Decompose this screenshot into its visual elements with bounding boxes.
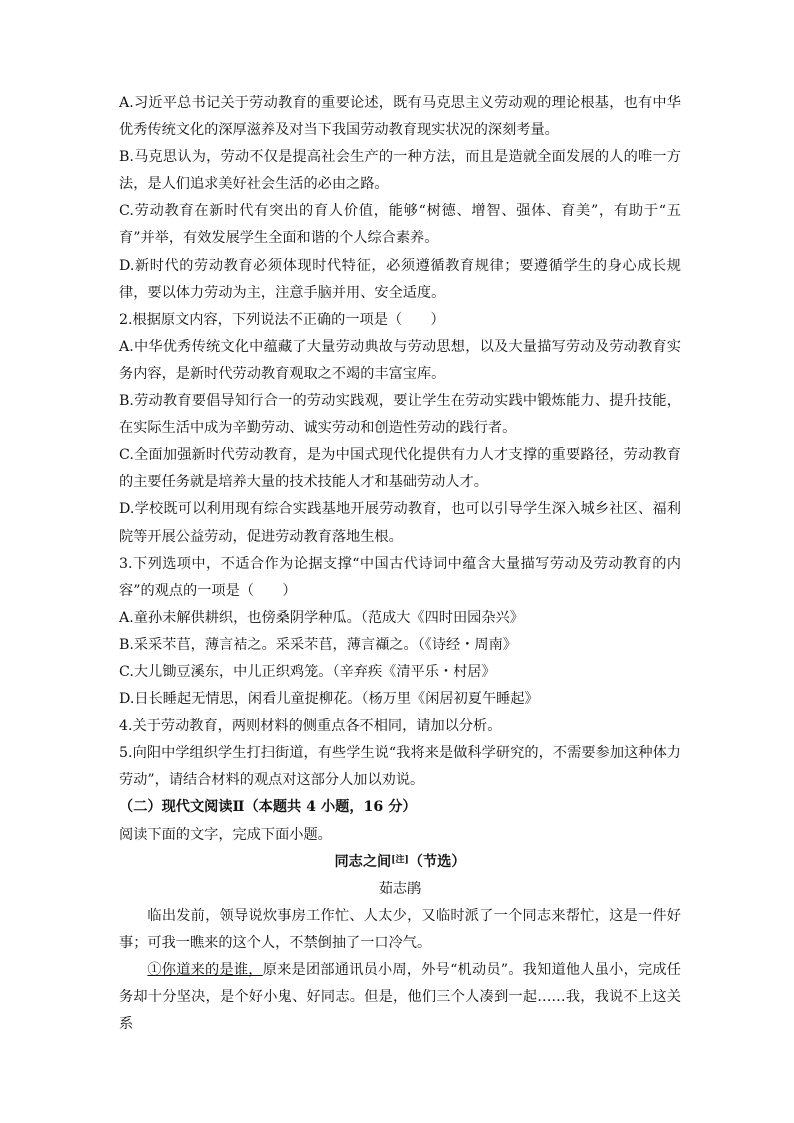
story-subtitle: （节选） [408, 853, 466, 870]
question-3: 3.下列选项中，不适合作为论据支撑“中国古代诗词中蕴含大量描写劳动及劳动教育的内容”的观点的一项是（ ） [119, 555, 681, 599]
q1-option-a: A.习近平总书记关于劳动教育的重要论述，既有马克思主义劳动观的理论根基，也有中华优秀传统文化的深厚滋养及对当下我国劳动教育现实状况的深刻考量。 [119, 95, 681, 139]
story-note-marker: [注] [391, 854, 409, 865]
story-title-line [119, 849, 681, 876]
q2-option-c: C.全面加强新时代劳动教育，是为中国式现代化提供有力人才支撑的重要路径，劳动教育的主要任务就是培养大量的技术技能人才和基础劳动人才。 [119, 447, 681, 491]
reading-instruction: 阅读下面的文字，完成下面小题。 [119, 826, 332, 843]
story-title: 同志之间 [334, 853, 392, 870]
paragraph-2-text: 原来是团部通讯员小周，外号“机动员”。我知道他人虽小，完成任务却十分坚决，是个好小鬼、好同志。但是，他们三个人凑到一起……我，我说不上这关系 [119, 962, 681, 1033]
story-paragraph-1: 临出发前，领导说炊事房工作忙、人太少，又临时派了一个同志来帮忙，这是一件好事；可我一瞧来的这个人，不禁倒抽了一口冷气。 [119, 907, 681, 951]
underlined-sentence: ①你道来的是谁， [147, 962, 263, 978]
q1-option-d: D.新时代的劳动教育必须体现时代特征，必须遵循教育规律；要遵循学生的身心成长规律，要以体力劳动为主，注意手脑并用、安全适度。 [119, 257, 681, 301]
q2-option-a: A.中华优秀传统文化中蕴藏了大量劳动典故与劳动思想，以及大量描写劳动及劳动教育实务内容，是新时代劳动教育观取之不竭的丰富宝库。 [119, 338, 681, 382]
q3-option-a: A.童孙未解供耕织，也傍桑阴学种瓜。（范成大《四时田园杂兴》 [119, 609, 524, 626]
q1-option-b: B.马克思认为，劳动不仅是提高社会生产的一种方法，而且是造就全面发展的人的唯一方法，是人们追求美好社会生活的必由之路。 [119, 149, 681, 193]
q2-option-b: B.劳动教育要倡导知行合一的劳动实践观，要让学生在劳动实践中锻炼能力、提升技能，在实际生活中成为辛勤劳动、诚实劳动和创造性劳动的践行者。 [119, 393, 681, 437]
q3-option-c: C.大儿锄豆溪东，中儿正织鸡笼。（辛弃疾《清平乐・村居》 [119, 663, 496, 680]
q2-option-d: D.学校既可以利用现有综合实践基地开展劳动教育，也可以引导学生深入城乡社区、福利院等开展公益劳动，促进劳动教育落地生根。 [119, 501, 681, 545]
story-author: 茹志鹃 [378, 880, 422, 897]
document-body [119, 90, 681, 1038]
question-5: 5.向阳中学组织学生打扫街道，有些学生说“我将来是做科学研究的，不需要参加这种体力劳动”，请结合材料的观点对这部分人加以劝说。 [119, 745, 681, 789]
q1-option-c: C.劳动教育在新时代有突出的育人价值，能够“树德、增智、强体、育美”，有助于“五育”并举，有效发展学生全面和谐的个人综合素养。 [119, 203, 681, 247]
q3-option-b: B.采采芣苢，薄言袺之。采采芣苢，薄言襭之。（《诗经・周南》 [119, 636, 517, 653]
question-2: 2.根据原文内容，下列说法不正确的一项是（ ） [119, 311, 445, 328]
story-paragraph-2 [119, 957, 681, 1038]
q3-option-d: D.日长睡起无情思，闲看儿童捉柳花。（杨万里《闲居初夏午睡起》 [119, 691, 539, 708]
section-heading: （二）现代文阅读Ⅱ（本题共 4 小题，16 分） [119, 799, 417, 816]
question-4: 4.关于劳动教育，两则材料的侧重点各不相同，请加以分析。 [119, 718, 502, 735]
